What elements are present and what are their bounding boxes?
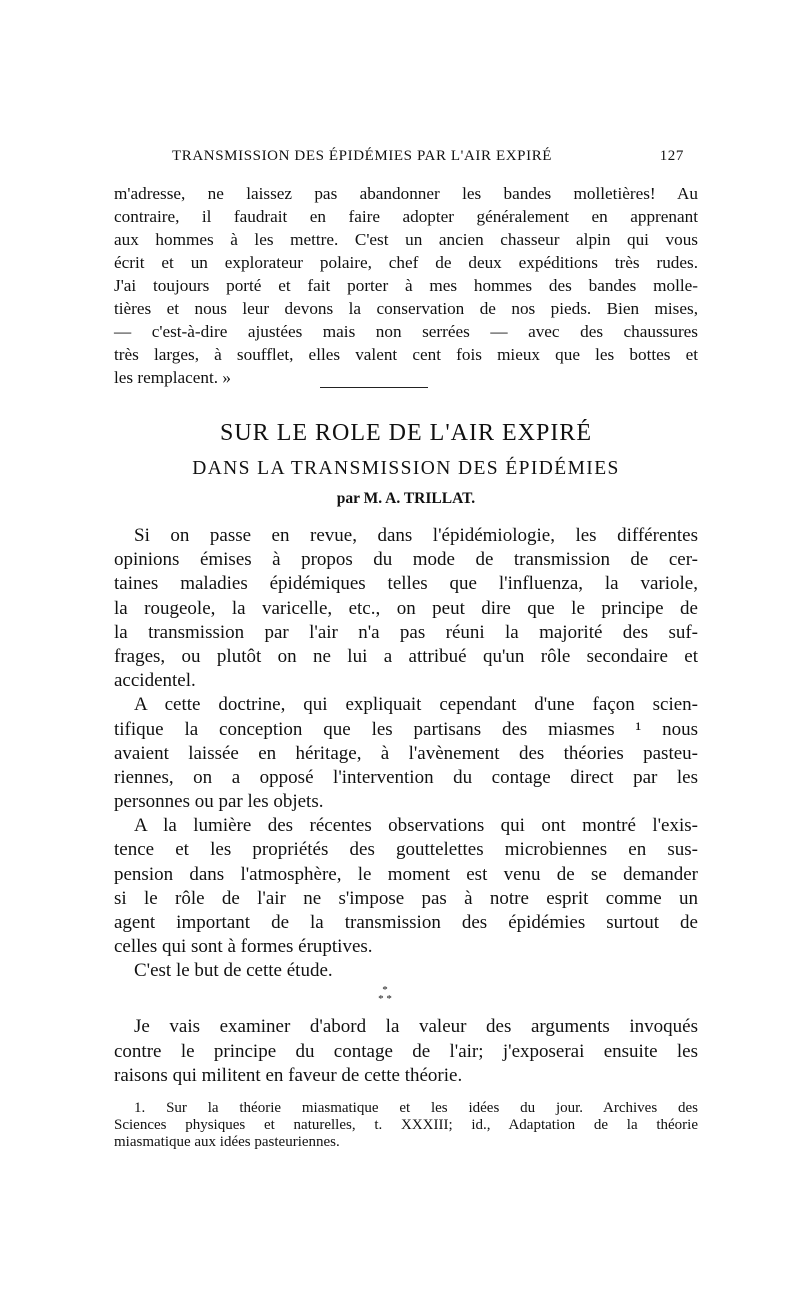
text-line: la rougeole, la varicelle, etc., on peut dire que le principe de [114,597,698,619]
text-line: pension dans l'atmosphère, le moment est venu de se demander [114,863,698,885]
asterism-top: * [382,984,388,996]
text-line: contre le principe du contage de l'air; j'exposerai ensuite les [114,1040,698,1062]
text-line: tières et nous leur devons la conservation de nos pieds. Bien mises, [114,299,698,318]
text-line: très larges, à soufflet, elles valent cent fois mieux que les bottes et [114,345,698,364]
text-line: la transmission par l'air n'a pas réuni la majorité des suf- [114,621,698,643]
text-line: aux hommes à les mettre. C'est un ancien chasseur alpin qui vous [114,230,698,249]
text-line: tence et les propriétés des gouttelettes microbiennes en sus- [114,839,698,861]
text-line: avaient laissée en héritage, à l'avènement des théories pasteu- [114,742,698,764]
asterism-bottom: * * [378,993,392,1005]
article-author: par M. A. TRILLAT. [336,490,476,507]
text-line: frages, ou plutôt on ne lui a attribué qu'un rôle secondaire et [114,645,698,667]
closing-paragraph [114,1015,698,1089]
text-line: taines maladies épidémiques telles que l'influenza, la variole, [114,573,698,595]
text-line: Si on passe en revue, dans l'épidémiologie, les différentes [134,525,698,546]
text-line: opinions émises à propos du mode de transmission de cer- [114,549,698,571]
asterism-separator [370,986,400,1004]
text-line: J'ai toujours porté et fait porter à mes hommes des bandes molle- [114,276,698,295]
article-title: SUR LE ROLE DE L'AIR EXPIRÉ [220,420,592,446]
text-line: A cette doctrine, qui expliquait cependant d'une façon scien- [134,694,698,716]
text-line: riennes, on a opposé l'intervention du contage direct par les [114,766,698,788]
intro-paragraph [114,182,698,389]
text-line: les remplacent. » [114,368,231,387]
footnote-line: miasmatique aux idées pasteuriennes. [114,1134,340,1150]
text-line: si le rôle de l'air ne s'impose pas à notre esprit comme un [114,887,698,909]
text-line: — c'est-à-dire ajustées mais non serrées — avec des chaussures [114,322,698,341]
footnote-line: 1. Sur la théorie miasmatique et les idées du jour. Archives des [134,1100,698,1116]
footnote [114,1100,698,1151]
text-line: celles qui sont à formes éruptives. [114,936,373,958]
footnote-line: Sciences physiques et naturelles, t. XXXIII; id., Adaptation de la théorie [114,1117,698,1133]
text-line: C'est le but de cette étude. [134,960,333,982]
running-header [172,148,684,165]
text-line: écrit et un explorateur polaire, chef de deux expéditions très rudes. [114,253,698,272]
text-line: tifique la conception que les partisans des miasmes ¹ nous [114,718,698,740]
text-line: personnes ou par les objets. [114,791,324,813]
text-line: raisons qui militent en faveur de cette théorie. [114,1065,463,1086]
page-number: 127 [659,148,684,164]
body-text [114,524,698,984]
text-line: A la lumière des récentes observations qui ont montré l'exis- [134,815,698,837]
text-line: Je vais examiner d'abord la valeur des arguments invoqués [134,1016,698,1037]
section-divider [320,387,428,388]
article-subtitle: DANS LA TRANSMISSION DES ÉPIDÉMIES [192,458,620,479]
text-line: m'adresse, ne laissez pas abandonner les bandes molletières! Au [114,184,698,203]
text-line: accidentel. [114,670,196,692]
text-line: contraire, il faudrait en faire adopter généralement en apprenant [114,207,698,226]
running-title: TRANSMISSION DES ÉPIDÉMIES PAR L'AIR EXPIRÉ [172,148,553,164]
text-line: agent important de la transmission des épidémies surtout de [114,912,698,933]
